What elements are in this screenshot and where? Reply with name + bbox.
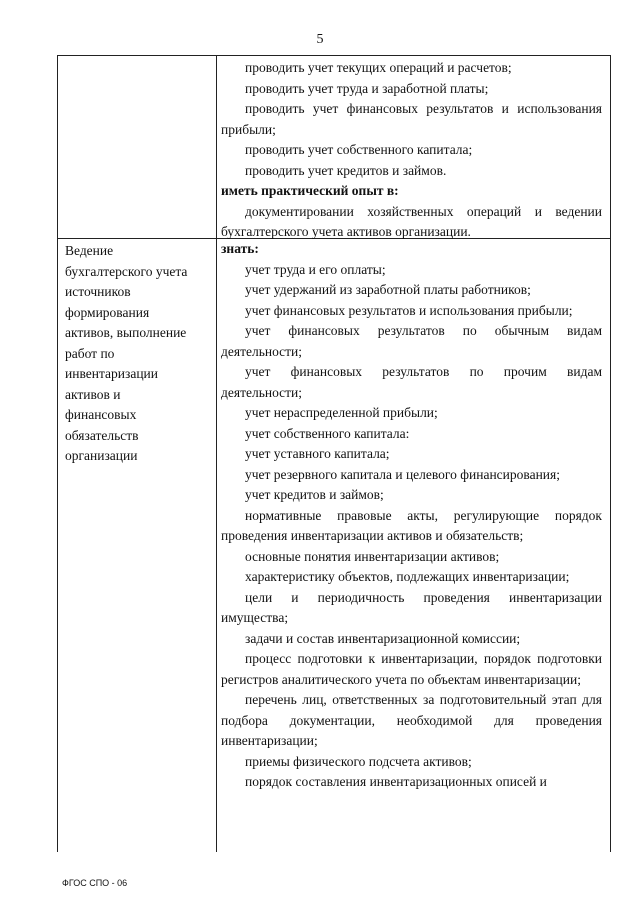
competency-table [57, 55, 611, 852]
footer-code: ФГОС СПО - 06 [62, 878, 128, 888]
list-item: документировании хозяйственных операций и ведении бухгалтерского учета активов организации. [221, 203, 602, 239]
list-item: характеристику объектов, подлежащих инвентаризации; [245, 569, 570, 584]
section-title-line: бухгалтерского учета [65, 263, 188, 279]
section-heading: знать: [221, 241, 259, 256]
list-item: учет нераспределенной прибыли; [245, 405, 438, 420]
list-item: учет труда и его оплаты; [245, 261, 386, 277]
section-title-line: инвентаризации [65, 366, 158, 381]
list-item: учет финансовых результатов по обычным видам деятельности; [221, 323, 602, 359]
section-title-line: формирования [65, 304, 150, 320]
list-item: проводить учет кредитов и займов. [245, 162, 447, 178]
list-item: учет удержаний из заработной платы работников; [245, 282, 531, 297]
list-item: учет кредитов и займов; [245, 487, 384, 502]
top-row-content [221, 58, 602, 243]
list-item: процесс подготовки к инвентаризации, порядок подготовки регистров аналитического учета по объектам инвентаризации; [221, 651, 602, 687]
list-item: учет финансовых результатов по прочим видам деятельности; [221, 364, 602, 400]
section-heading: иметь практический опыт в: [221, 183, 399, 198]
list-item: цели и периодичность проведения инвентаризации имущества; [221, 589, 602, 625]
section-title-line: работ по [65, 345, 115, 361]
list-item: основные понятия инвентаризации активов; [245, 548, 500, 564]
section-title-line: активов и [65, 386, 121, 402]
section-title-line: организации [65, 448, 138, 463]
list-item: проводить учет текущих операций и расчетов; [245, 60, 512, 75]
section-title-line: источников [65, 284, 131, 299]
list-item: проводить учет собственного капитала; [245, 142, 473, 157]
list-item: учет резервного капитала и целевого финансирования; [245, 466, 560, 482]
page-number: 5 [316, 32, 324, 47]
list-item: учет уставного капитала; [245, 446, 390, 461]
list-item: задачи и состав инвентаризационной комиссии; [245, 630, 521, 646]
bottom-row-content [221, 239, 602, 793]
list-item: приемы физического подсчета активов; [245, 753, 472, 769]
section-title [65, 241, 215, 467]
section-title-line: активов, выполнение [65, 325, 187, 340]
column-divider [216, 56, 217, 852]
list-item: проводить учет финансовых результатов и использования прибыли; [221, 101, 602, 137]
section-title-line: финансовых [65, 407, 137, 422]
list-item: учет финансовых результатов и использования прибыли; [245, 302, 573, 318]
section-title-line: Ведение [65, 243, 114, 258]
list-item: учет собственного капитала: [245, 425, 410, 441]
section-title-line: обязательств [65, 427, 139, 443]
list-item: проводить учет труда и заработной платы; [245, 80, 489, 96]
list-item: нормативные правовые акты, регулирующие порядок проведения инвентаризации активов и обязательств; [221, 507, 602, 543]
list-item: перечень лиц, ответственных за подготовительный этап для подбора документации, необходимой для проведения инвентаризации; [221, 692, 602, 748]
list-item: порядок составления инвентаризационных описей и [245, 774, 547, 789]
